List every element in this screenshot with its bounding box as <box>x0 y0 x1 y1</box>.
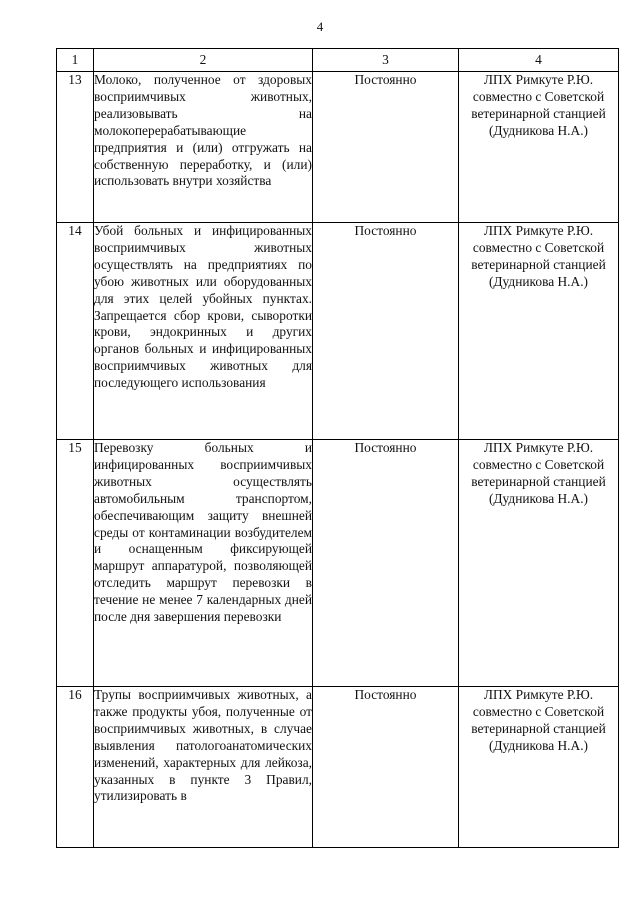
row-number: 13 <box>57 72 94 223</box>
header-cell-2: 2 <box>94 49 313 72</box>
responsible-line: совместно с Советской <box>472 239 605 255</box>
responsible-line: совместно с Советской <box>472 456 605 472</box>
term-cell: Постоянно <box>313 687 459 848</box>
table-header-row <box>57 49 619 72</box>
responsible-line: ветеринарной станцией <box>471 256 606 272</box>
responsible-line: ЛПХ Римкуте Р.Ю. <box>483 440 594 455</box>
responsible-line: (Дудникова Н.А.) <box>488 273 589 289</box>
responsible-cell <box>459 223 619 440</box>
table-row <box>57 687 619 848</box>
term-cell: Постоянно <box>313 72 459 223</box>
measures-table <box>56 48 619 848</box>
responsible-line: ветеринарной станцией <box>471 473 606 489</box>
responsible-line: ветеринарной станцией <box>471 720 606 736</box>
row-number: 14 <box>57 223 94 440</box>
term-cell: Постоянно <box>313 223 459 440</box>
header-cell-3: 3 <box>313 49 459 72</box>
row-number: 16 <box>57 687 94 848</box>
responsible-line: (Дудникова Н.А.) <box>488 122 589 138</box>
table-row <box>57 440 619 687</box>
responsible-line: ЛПХ Римкуте Р.Ю. <box>483 223 594 238</box>
responsible-line: (Дудникова Н.А.) <box>488 737 589 753</box>
table-row <box>57 223 619 440</box>
responsible-cell <box>459 687 619 848</box>
responsible-line: (Дудникова Н.А.) <box>488 490 589 506</box>
row-number: 15 <box>57 440 94 687</box>
measure-text: Трупы восприимчивых животных, а также продукты убоя, полученные от восприимчивых животных, в случае выявления патологоанатомических изменений, характерных для лейкоза, указанных в пункте 3 Правил, утилизировать в <box>94 687 313 848</box>
measure-text: Перевозку больных и инфицированных восприимчивых животных осуществлять автомобильным транспортом, обеспечивающим защиту внешней среды от контаминации возбудителем и оснащенным фиксирующей маршрут аппаратурой, позволяющей отследить маршрут перевозки в течение не менее 7 календарных дней после дня завершения перевозки <box>94 440 313 687</box>
page-number: 4 <box>316 19 324 34</box>
header-cell-4: 4 <box>459 49 619 72</box>
term-cell: Постоянно <box>313 440 459 687</box>
table-row <box>57 72 619 223</box>
responsible-line: ЛПХ Римкуте Р.Ю. <box>483 72 594 87</box>
responsible-line: совместно с Советской <box>472 88 605 104</box>
measure-text: Убой больных и инфицированных восприимчивых животных осуществлять на предприятиях по убою животных или оборудованных для этих целей убойных пунктах. Запрещается сбор крови, сыворотки крови, эндокринных и других органов больных и инфицированных восприимчивых животных для последующего использования <box>94 223 313 440</box>
header-cell-1: 1 <box>57 49 94 72</box>
responsible-line: ветеринарной станцией <box>471 105 606 121</box>
measure-text: Молоко, полученное от здоровых восприимчивых животных, реализовывать на молокоперерабатывающие предприятия и (или) отгружать на собственную переработку, и (или) использовать внутри хозяйства <box>94 72 313 223</box>
responsible-cell <box>459 72 619 223</box>
responsible-line: ЛПХ Римкуте Р.Ю. <box>483 687 594 702</box>
responsible-cell <box>459 440 619 687</box>
responsible-line: совместно с Советской <box>472 703 605 719</box>
